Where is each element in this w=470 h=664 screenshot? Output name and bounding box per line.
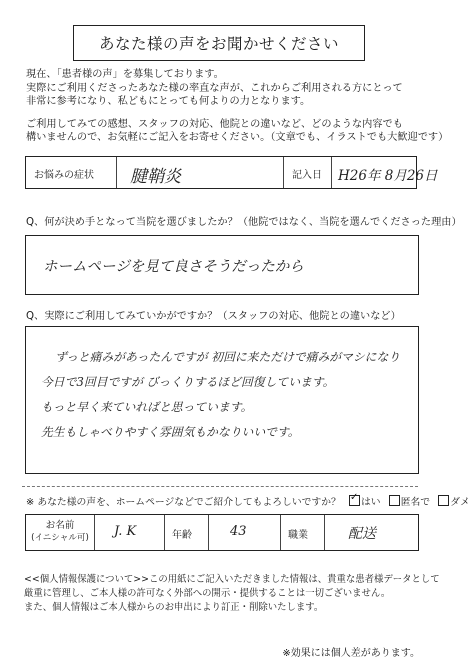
answer-2-text bbox=[41, 345, 400, 445]
age-label: 年齢 bbox=[172, 530, 192, 541]
symptom-label: お悩みの症状 bbox=[34, 170, 94, 181]
divider bbox=[94, 515, 95, 550]
dashed-separator bbox=[22, 486, 418, 487]
checkbox-yes[interactable]: ✓ bbox=[349, 495, 360, 506]
name-label-line: お名前 bbox=[45, 520, 75, 531]
divider bbox=[116, 157, 117, 188]
contact-table bbox=[25, 514, 419, 551]
option-no-label: ダメ bbox=[450, 497, 470, 508]
divider bbox=[164, 515, 165, 550]
answer-2-line: もっと早く来ていればと思っています。 bbox=[41, 400, 253, 414]
date-label: 記入日 bbox=[292, 170, 322, 181]
disclaimer-note: ※効果には個人差があります。 bbox=[282, 648, 420, 659]
answer-2-line: 今日で3回目ですが びっくりするほど回復しています。 bbox=[41, 375, 335, 389]
name-value[interactable]: J. K bbox=[114, 524, 137, 539]
intro-line: 現在、「患者様の声」を募集しております。 bbox=[26, 69, 224, 80]
consent-question: ※ あなた様の声を、ホームページなどでご紹介してもよろしいですか？ bbox=[26, 497, 341, 508]
date-value[interactable]: H26年 8月26日 bbox=[338, 168, 438, 184]
divider bbox=[283, 157, 284, 188]
intro-line: 構いませんので、お気軽にご記入をお寄せください。（文章でも、イラストでも大歓迎です） bbox=[26, 132, 449, 143]
answer-2-line: ずっと痛みがあったんですが 初回に来ただけで痛みがマシになり bbox=[55, 350, 401, 364]
form-title: あなた様の声をお聞かせください bbox=[73, 25, 365, 61]
consent-row bbox=[26, 494, 470, 508]
privacy-line: また、個人情報はご本人様からのお申出により訂正・削除いたします。 bbox=[24, 601, 324, 613]
divider bbox=[208, 515, 209, 550]
answer-2-line: 先生もしゃべりやすく雰囲気もかなりいいです。 bbox=[41, 425, 300, 439]
divider bbox=[331, 157, 332, 188]
answer-1-text: ホームページを見て良さそうだったから bbox=[43, 259, 304, 275]
option-anonymous-label: 匿名で bbox=[400, 497, 431, 508]
job-label: 職業 bbox=[288, 530, 308, 541]
age-value[interactable]: 43 bbox=[230, 524, 247, 539]
intro-text bbox=[26, 68, 449, 154]
question-1: Q、何が決め手となって当院を選びましたか？（他院ではなく、当院を選んでくださった理由） bbox=[26, 217, 462, 228]
name-label bbox=[26, 519, 94, 545]
checkbox-no[interactable] bbox=[438, 495, 449, 506]
answer-1-box[interactable] bbox=[25, 235, 419, 295]
option-yes-label: はい bbox=[360, 497, 381, 508]
job-value[interactable]: 配送 bbox=[348, 526, 376, 542]
checkbox-anonymous[interactable] bbox=[389, 495, 400, 506]
intro-line: 実際にご利用くださったあなた様の率直な声が、これからご利用される方にとって bbox=[26, 82, 403, 94]
privacy-line: <<個人情報保護について>>この用紙にご記入いただきました情報は、貴重な患者様データとして bbox=[24, 574, 440, 585]
intro-line: 非常に参考になり、私どもにとっても何よりの力となります。 bbox=[26, 96, 311, 107]
answer-2-box[interactable] bbox=[25, 326, 419, 474]
divider bbox=[324, 515, 325, 550]
name-label-line: (イニシャル可) bbox=[31, 533, 89, 543]
privacy-line: 厳重に管理し、ご本人様の許可なく外部への開示・提供することは一切ございません。 bbox=[24, 587, 391, 599]
divider bbox=[280, 515, 281, 550]
symptom-row bbox=[25, 156, 438, 189]
symptom-value[interactable]: 腱鞘炎 bbox=[130, 167, 181, 187]
intro-line: ご利用してみての感想、スタッフの対応、他院との違いなど、どのような内容でも bbox=[26, 118, 403, 130]
privacy-notice bbox=[24, 573, 440, 614]
question-2: Q、実際にご利用してみていかがですか？（スタッフの対応、他院との違いなど） bbox=[26, 311, 401, 322]
